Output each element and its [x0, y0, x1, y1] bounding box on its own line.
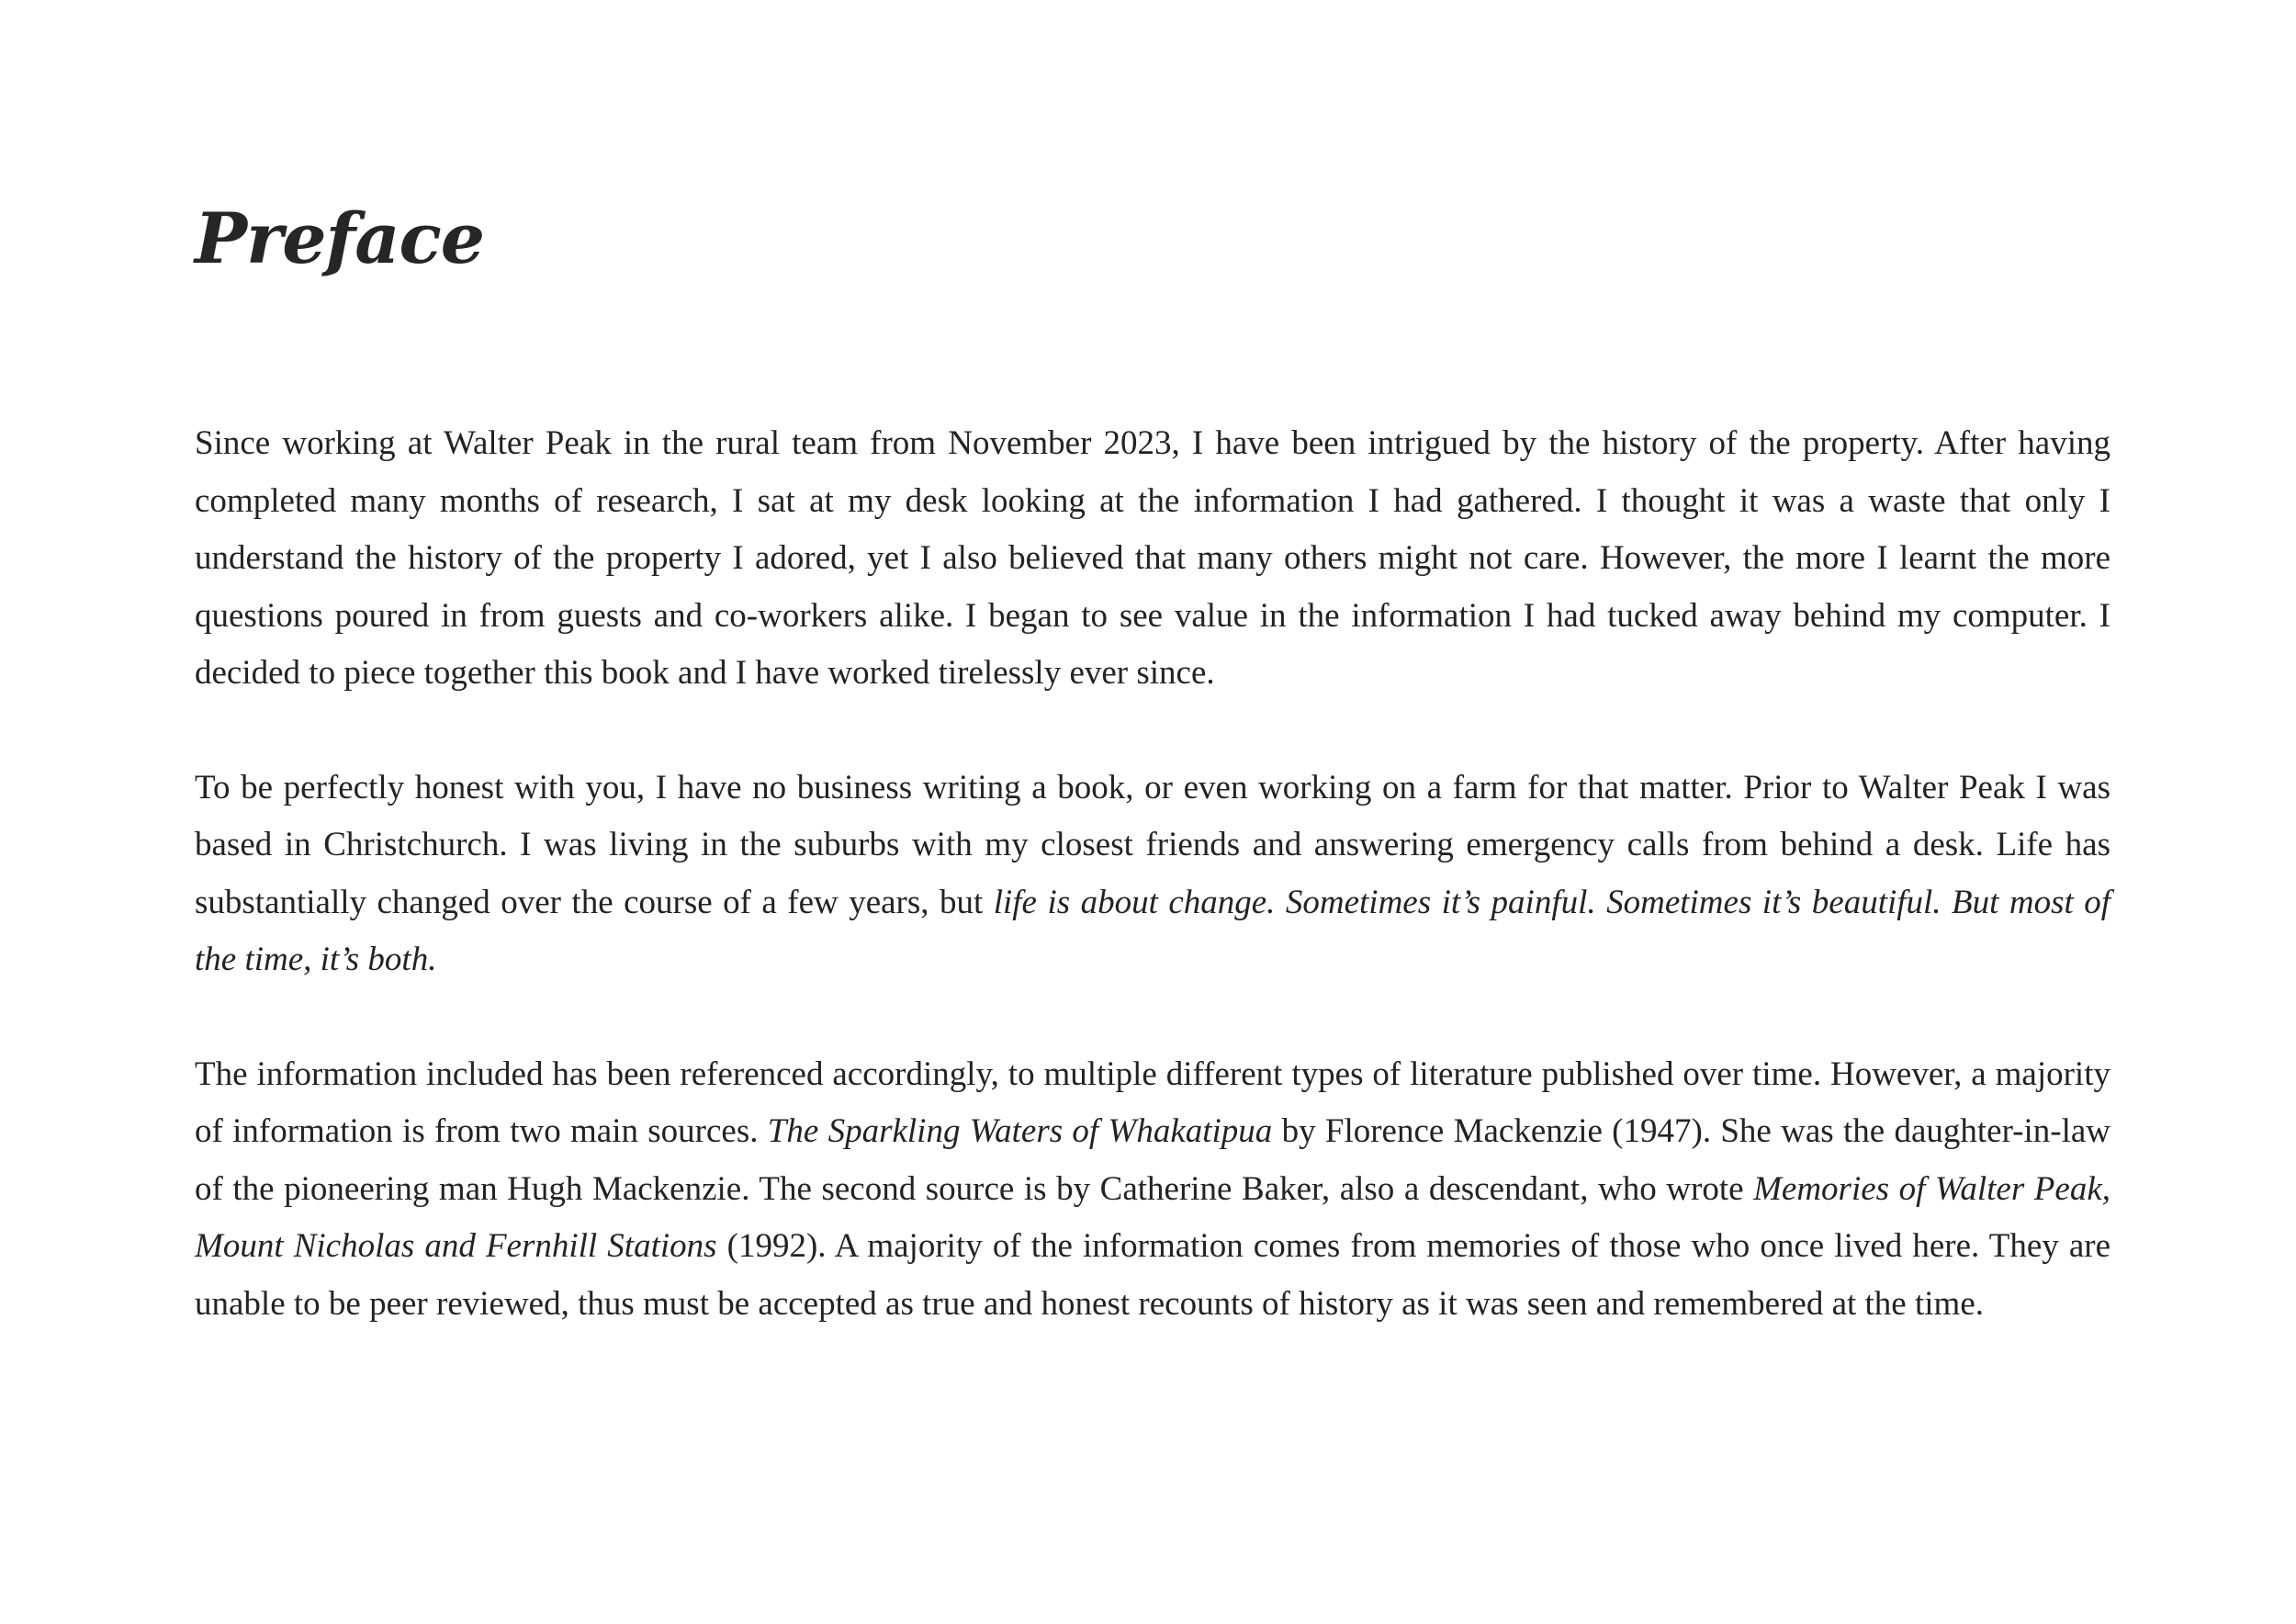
- paragraph-3-text-2: by Florence Mackenzie (1947). She was the daughter-in-law of the pioneering man Hugh Mackenzie. The second source is by Catherine Baker, also a descendant, who wrote: [195, 1112, 2110, 1208]
- paragraph-3-text-3: (1992). A majority of the information comes from memories of those who once lived here. They are unable to be peer reviewed, thus must be accepted as true and honest recounts of history as it was seen and remembered at the time.: [195, 1227, 2110, 1323]
- page-title: Preface: [195, 197, 485, 279]
- paragraph-2-italic-quote: life is about change. Sometimes it’s painful. Sometimes it’s beautiful. But most of the time, it’s both.: [195, 883, 2110, 978]
- paragraph-1-text: Since working at Walter Peak in the rural team from November 2023, I have been intrigued by the history of the property. After having completed many months of research, I sat at my desk looking at the information I had gathered. I thought it was a waste that only I understand the history of the property I adored, yet I also believed that many others might not care. However, the more I learnt the more questions poured in from guests and co-workers alike. I began to see value in the information I had tucked away behind my computer. I decided to piece together this book and I have worked tirelessly ever since.: [195, 424, 2110, 692]
- paragraph-3-text-1: The information included has been referenced accordingly, to multiple different types of literature published over time. However, a majority of information is from two main sources.: [195, 1054, 2110, 1150]
- paragraph-1: [195, 415, 2110, 703]
- preface-body: [195, 415, 2110, 1390]
- paragraph-2-text: To be perfectly honest with you, I have no business writing a book, or even working on a farm for that matter. Prior to Walter Peak I was based in Christchurch. I was living in the suburbs with my closest friends and answering emergency calls from behind a desk. Life has substantially changed over the course of a few years, but: [195, 768, 2110, 921]
- paragraph-3: [195, 1046, 2110, 1334]
- paragraph-2: [195, 760, 2110, 989]
- source-title-sparkling-waters: The Sparkling Waters of Whakatipua: [767, 1112, 1273, 1150]
- source-title-memories-of-walter-peak: Memories of Walter Peak, Mount Nicholas and Fernhill Stations: [195, 1169, 2110, 1265]
